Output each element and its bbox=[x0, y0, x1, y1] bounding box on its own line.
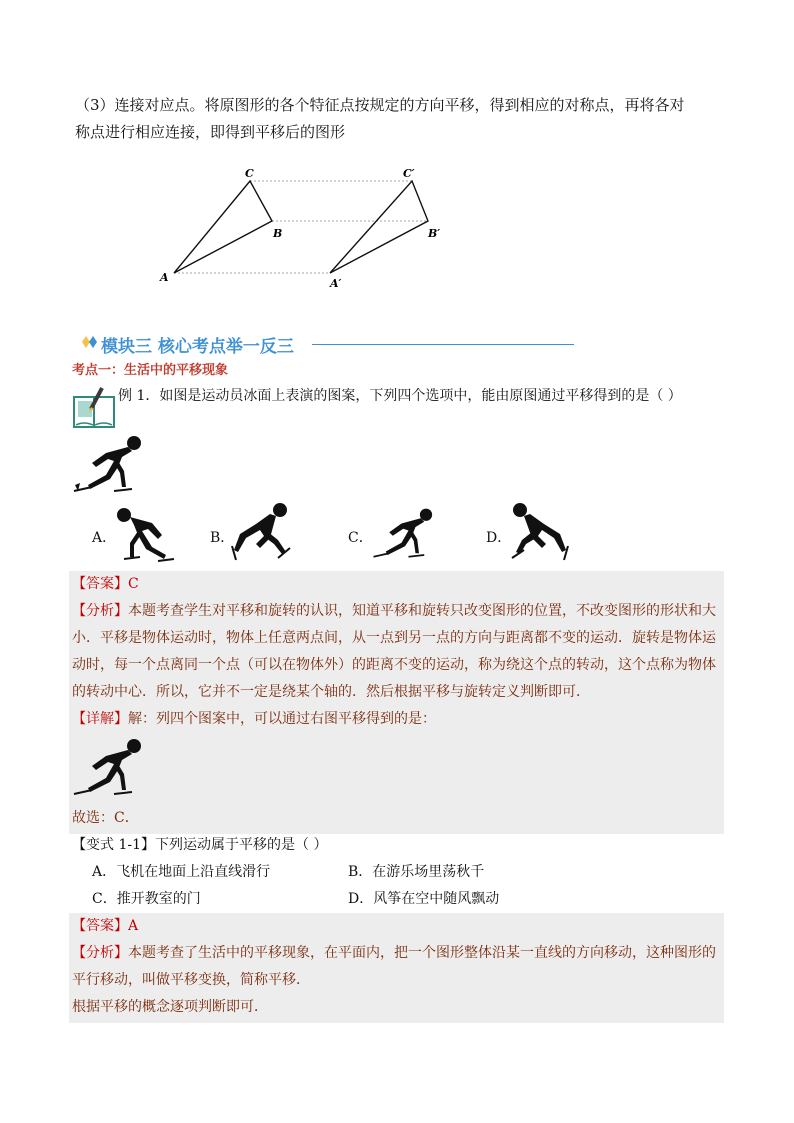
label-b: B bbox=[273, 227, 283, 240]
skater-answer-image bbox=[70, 738, 150, 798]
intro-paragraph bbox=[75, 92, 725, 146]
variant-1-answer: 【答案】A bbox=[72, 918, 139, 934]
variant-option-d: D．风筝在空中随风飘动 bbox=[348, 891, 500, 907]
label-b-prime: B′ bbox=[428, 227, 441, 240]
example-1-answer: 【答案】C bbox=[72, 576, 139, 592]
intro-line-1: （3）连接对应点。将原图形的各个特征点按规定的方向平移，得到相应的对称点，再将各对 bbox=[75, 96, 685, 114]
option-b-label: B． bbox=[210, 530, 235, 546]
example-1-analysis-line-1 bbox=[72, 601, 716, 621]
detail-text: 解：列四个图案中，可以通过右图平移得到的是： bbox=[128, 711, 436, 727]
example-1-analysis-line-3: 动时，每一个点离同一个点（可以在物体外）的距离不变的运动，称为绕这个点的转动，这个点称为物体 bbox=[72, 657, 716, 673]
analysis-tag: 【分析】 bbox=[72, 603, 128, 619]
variant-1-analysis-line-1 bbox=[72, 943, 716, 963]
option-a-label: A． bbox=[92, 530, 117, 546]
triangle-abc-prime bbox=[330, 181, 428, 273]
option-d-label: D． bbox=[486, 530, 512, 546]
module-header bbox=[82, 331, 582, 355]
book-pencil-icon bbox=[72, 385, 118, 429]
example-1-detail bbox=[72, 709, 436, 729]
example-1-analysis-line-4: 的转动中心．所以，它并不一定是绕某个轴的．然后根据平移与旋转定义判断即可． bbox=[72, 684, 590, 700]
option-c-label: C． bbox=[348, 530, 373, 546]
skater-option-d-image bbox=[508, 500, 570, 562]
translation-figure bbox=[150, 165, 450, 290]
label-a: A bbox=[160, 271, 169, 284]
variant-option-c: C．推开教室的门 bbox=[92, 891, 201, 907]
skater-original-image bbox=[70, 435, 150, 495]
intro-line-2: 称点进行相应连接，即得到平移后的图形 bbox=[75, 123, 346, 141]
variant-analysis-tag: 【分析】 bbox=[72, 945, 128, 961]
module-rule bbox=[312, 344, 574, 345]
variant-option-b: B．在游乐场里荡秋千 bbox=[348, 864, 485, 880]
kaodian-label: 考点一：生活中的平移现象 bbox=[72, 363, 229, 378]
skater-option-b-image bbox=[230, 500, 295, 562]
detail-tag: 【详解】 bbox=[72, 711, 128, 727]
triangle-abc bbox=[174, 181, 272, 273]
variant-option-a: A．飞机在地面上沿直线滑行 bbox=[92, 864, 271, 880]
example-1-question: 例 1．如图是运动员冰面上表演的图案，下列四个选项中，能由原图通过平移得到的是（ ） bbox=[118, 388, 682, 404]
label-c: C bbox=[245, 167, 254, 180]
skater-option-a-image bbox=[112, 505, 177, 563]
example-1-analysis-line-2: 小．平移是物体运动时，物体上任意两点间，从一点到另一点的方向与距离都不变的运动．旋转是物体运 bbox=[72, 630, 716, 646]
variant-analysis-text: 本题考查了生活中的平移现象，在平面内，把一个图形整体沿某一直线的方向移动，这种图形的 bbox=[128, 945, 716, 961]
variant-1-analysis-line-3: 根据平移的概念逐项判断即可． bbox=[72, 999, 268, 1015]
analysis-text: 本题考查学生对平移和旋转的认识，知道平移和旋转只改变图形的位置，不改变图形的形状和大 bbox=[128, 603, 716, 619]
module-title: 模块三 核心考点举一反三 bbox=[101, 337, 294, 357]
label-a-prime: A′ bbox=[330, 277, 342, 290]
variant-1-analysis-line-2: 平行移动，叫做平移变换，简称平移． bbox=[72, 972, 310, 988]
diamond-icon bbox=[82, 335, 98, 349]
example-1-choose: 故选：C． bbox=[72, 810, 139, 826]
label-c-prime: C′ bbox=[403, 167, 415, 180]
skater-option-c-image bbox=[370, 505, 440, 563]
variant-1-1-question: 【变式 1-1】下列运动属于平移的是（ ） bbox=[72, 837, 328, 853]
